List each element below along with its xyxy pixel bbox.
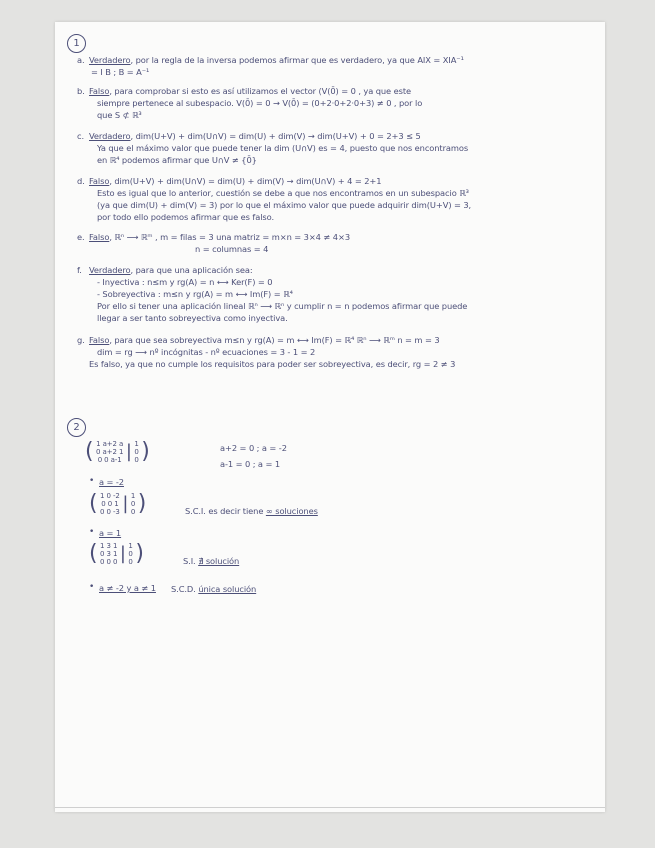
bullet-icon: • [89, 527, 95, 537]
answer-g-line1: , para que sea sobreyectiva m≤n y rg(A) = m ⟷ Im(F) = ℝ⁴ ℝⁿ ⟶ ℝᵐ n = m = 3 [109, 335, 440, 345]
case-1-result-underlined: ∞ soluciones [265, 506, 318, 516]
system-matrix-body [96, 440, 123, 464]
answer-b-letter: b. [77, 86, 85, 96]
answer-d-line4: por todo ello podemos afirmar que es falso. [97, 212, 274, 222]
section-2-marker: 2 [67, 418, 86, 437]
answer-f-line5: llegar a ser tanto sobreyectiva como inyectiva. [97, 313, 288, 323]
system-rhs-value: 0 [134, 448, 139, 456]
system-condition-1: a+2 = 0 ; a = -2 [220, 443, 287, 453]
answer-c-line3: en ℝ⁴ podemos afirmar que U∩V ≠ {0̄} [97, 155, 257, 165]
case-2-result [183, 556, 239, 567]
case-2-matrix-row: 0 3 1 [100, 550, 118, 558]
answer-d-line3: (ya que dim(U) + dim(V) = 3) por lo que el máximo valor que puede adquirir dim(U+V) = 3, [97, 200, 472, 210]
case-3-result-text: S.C.D. [171, 584, 199, 594]
case-1-matrix: ( 1 0 -2 0 0 1 0 0 -3 | 1 0 0 ) [89, 491, 147, 516]
answer-e-letter: e. [77, 232, 85, 242]
case-1-matrix-row: 0 0 1 [101, 500, 119, 508]
answer-e-line1: , ℝⁿ ⟶ ℝᵐ , m = filas = 3 una matriz = m×n = 3×4 ≠ 4×3 [109, 232, 350, 242]
case-3-result [171, 584, 256, 595]
case-1-result [185, 506, 318, 517]
answer-d [77, 176, 575, 187]
system-matrix-row: 0 a+2 1 [96, 448, 124, 456]
answer-f-line4: Por ello si tener una aplicación lineal ℝⁿ ⟶ ℝⁿ y cumplir n = n podemos afirmar que puede [97, 301, 468, 311]
case-1-result-text: S.C.I. es decir tiene [185, 506, 266, 516]
case-2-rhs-value: 0 [128, 550, 133, 558]
case-2-matrix: ( 1 3 1 0 3 1 0 0 0 | 1 0 0 ) [89, 541, 144, 566]
answer-b-line2: siempre pertenece al subespacio. V(0̄) = 0 → V(0̄) = (0+2·0+2·0+3) ≠ 0 , por lo [97, 98, 423, 108]
answer-c [77, 131, 575, 142]
answer-a-verdict: Verdadero [89, 55, 131, 65]
case-2-matrix-body [100, 542, 117, 566]
case-1-rhs-value: 1 [130, 492, 136, 500]
case-1-label: a = -2 [99, 477, 124, 487]
case-2-rhs-value: 0 [128, 558, 133, 566]
case-3-label: a ≠ -2 y a ≠ 1 [99, 583, 156, 593]
answer-f-line3: - Sobreyectiva : m≤n y rg(A) = m ⟷ Im(F) = ℝ⁴ [97, 289, 293, 299]
answer-c-letter: c. [77, 131, 84, 141]
system-rhs-value: 0 [134, 456, 139, 464]
answer-d-line2: Esto es igual que lo anterior, cuestión se debe a que nos encontramos en un subespacio ℝ³ [97, 188, 469, 198]
page-bottom-rule [55, 807, 605, 808]
answer-a-letter: a. [77, 55, 85, 65]
answer-f-verdict: Verdadero [89, 265, 131, 275]
bullet-icon: • [89, 476, 95, 486]
case-1-matrix-row: 0 0 -3 [100, 508, 120, 516]
system-condition-2: a-1 = 0 ; a = 1 [220, 459, 281, 469]
system-matrix: ( 1 a+2 a 0 a+2 1 0 0 a-1 | 1 0 0 ) [85, 439, 150, 464]
answer-g-line3: Es falso, ya que no cumple los requisitos para poder ser sobreyectiva, es decir, rg = 2 ≠ 3 [89, 359, 456, 369]
answer-e-verdict: Falso [89, 232, 110, 242]
case-3-result-underlined: única solución [198, 584, 257, 594]
case-1-matrix-rhs [131, 492, 135, 516]
answer-a-line1: , por la regla de la inversa podemos afirmar que es verdadero, ya que AIX = XIA⁻¹ [130, 55, 464, 65]
answer-c-line2: Ya que el máximo valor que puede tener la dim (U∩V) es = 4, puesto que nos encontramos [97, 143, 469, 153]
answer-e [77, 232, 575, 243]
case-2-matrix-rhs [128, 542, 132, 566]
answer-g-line2: dim = rg ⟶ nº incógnitas - nº ecuaciones = 3 - 1 = 2 [97, 347, 316, 357]
system-matrix-rhs [134, 440, 138, 464]
system-matrix-row: 0 0 a-1 [97, 456, 122, 464]
answer-a-line2: = I B ; B = A⁻¹ [91, 67, 150, 77]
case-1-matrix-body [100, 492, 120, 516]
answer-f-line1: , para que una aplicación sea: [130, 265, 253, 275]
bullet-icon: • [89, 582, 95, 592]
section-1-marker: 1 [67, 34, 86, 53]
answer-d-verdict: Falso [89, 176, 110, 186]
answer-b-line3: que S ⊄ ℝ³ [97, 110, 142, 120]
case-2-result-text: S.I. [183, 556, 199, 566]
system-rhs-value: 1 [134, 440, 139, 448]
case-1-rhs-value: 0 [130, 508, 136, 516]
answer-c-verdict: Verdadero [89, 131, 131, 141]
answer-d-line1: , dim(U+V) + dim(U∩V) = dim(U) + dim(V) → dim(U∩V) + 4 = 2+1 [109, 176, 382, 186]
answer-d-letter: d. [77, 176, 85, 186]
answer-b [77, 86, 575, 97]
answer-a [77, 55, 575, 66]
case-1-rhs-value: 0 [130, 500, 136, 508]
case-1-matrix-row: 1 0 -2 [100, 492, 120, 500]
answer-g [77, 335, 575, 346]
answer-f-letter: f. [77, 265, 82, 275]
answer-f [77, 265, 575, 276]
answer-f-line2: - Inyectiva : n≤m y rg(A) = n ⟷ Ker(F) = 0 [97, 277, 273, 287]
system-matrix-row: 1 a+2 a [96, 440, 124, 448]
case-2-matrix-row: 0 0 0 [100, 558, 118, 566]
answer-b-line1: , para comprobar si esto es así utilizamos el vector (V(0̄) = 0 , ya que este [109, 86, 411, 96]
case-2-result-underlined: ∄ solución [198, 556, 240, 566]
scanned-page [55, 22, 605, 812]
case-2-label: a = 1 [99, 528, 122, 538]
case-2-matrix-row: 1 3 1 [100, 542, 118, 550]
answer-g-verdict: Falso [89, 335, 110, 345]
answer-c-line1: , dim(U+V) + dim(U∩V) = dim(U) + dim(V) → dim(U+V) + 0 = 2+3 ≤ 5 [130, 131, 421, 141]
answer-g-letter: g. [77, 335, 85, 345]
answer-b-verdict: Falso [89, 86, 110, 96]
answer-e-line2: n = columnas = 4 [195, 244, 269, 254]
case-2-rhs-value: 1 [128, 542, 133, 550]
